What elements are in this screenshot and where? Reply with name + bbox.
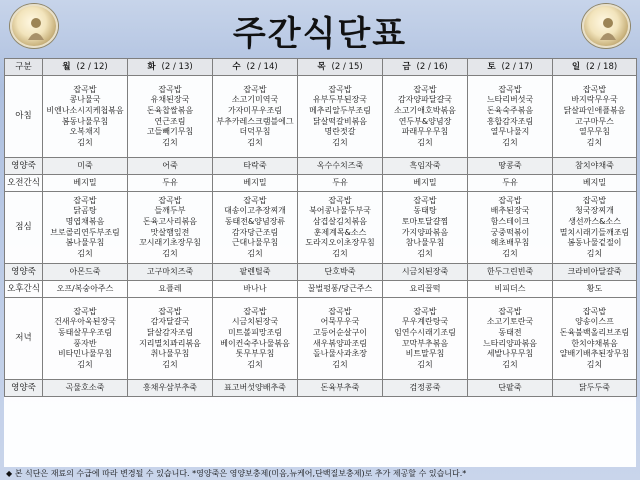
menu-item: 김치 (162, 137, 178, 147)
menu-item: 돈육숙주볶음 (486, 105, 534, 115)
menu-item: 잡곡밥 (413, 195, 437, 205)
dinner-porridge-cell: 표고버섯양배추죽 (213, 380, 298, 397)
header-label: 구분 (5, 59, 43, 76)
menu-item: 김치 (417, 248, 433, 258)
menu-item: 건새우아욱된장국 (54, 317, 116, 327)
lunch-porridge-cell: 단호박죽 (298, 264, 383, 281)
breakfast-cell (128, 76, 213, 158)
menu-item: 취나물무침 (150, 349, 190, 359)
menu-item: 잡곡밥 (158, 195, 182, 205)
menu-item: 고등어순살구이 (312, 327, 368, 337)
menu-item: 오복채지 (69, 127, 101, 137)
dinner-cell (383, 298, 468, 380)
morning-porridge-cell: 참치야채죽 (553, 158, 637, 175)
menu-item: 해초배무침 (490, 238, 530, 248)
menu-item: 비엔나소시지케첩볶음 (46, 105, 124, 115)
menu-item: 근대나물무침 (231, 238, 279, 248)
menu-item: 부추카레스크램블에그 (216, 116, 294, 126)
menu-item: 돈육고사리볶음 (142, 216, 198, 226)
menu-item: 브로콜리연두부조림 (50, 227, 120, 237)
morning-snack-label: 오전간식 (5, 175, 43, 192)
lunch-porridge-cell: 아몬드죽 (43, 264, 128, 281)
day-name: 화 (147, 61, 156, 72)
day-date: (2 / 16) (416, 61, 448, 72)
menu-item: 잡곡밥 (582, 195, 607, 205)
breakfast-cell (43, 76, 128, 158)
menu-item: 봄동나물무침 (61, 116, 109, 126)
day-date: (2 / 12) (76, 61, 108, 72)
menu-item: 메추리알두부조림 (309, 105, 371, 115)
day-header (553, 59, 637, 76)
day-name: 일 (571, 61, 581, 72)
menu-item: 김치 (77, 137, 93, 147)
menu-item: 연근조림 (154, 116, 186, 126)
menu-item: 흥합감자조림 (486, 116, 534, 126)
menu-item: 톳무부무침 (235, 349, 275, 359)
menu-item: 고들빼기무침 (146, 127, 194, 137)
menu-item: 김치 (332, 359, 348, 369)
dinner-porridge-label: 영양죽 (5, 380, 43, 397)
menu-item: 잡곡밥 (243, 84, 267, 94)
dinner-porridge-cell: 검정콩죽 (383, 380, 468, 397)
menu-item: 감자당근조림 (231, 227, 279, 237)
afternoon-snack-cell: 바나나 (213, 281, 298, 298)
lunch-cell (213, 192, 298, 264)
morning-snack-cell: 베지밀 (383, 175, 468, 192)
afternoon-snack-row (5, 281, 637, 298)
menu-item: 김치 (502, 137, 518, 147)
menu-item: 고구마무스 (575, 116, 614, 126)
menu-item: 돈육불백올리브조림 (559, 327, 630, 337)
menu-item: 배추된장국 (490, 206, 530, 216)
menu-item: 명란젓갈 (324, 127, 356, 137)
menu-item: 가지양파볶음 (401, 227, 449, 237)
menu-item: 잡곡밥 (73, 306, 97, 316)
menu-item: 도라지오이초장무침 (305, 238, 375, 248)
day-name: 토 (487, 61, 496, 72)
afternoon-snack-label: 오후간식 (5, 281, 43, 298)
menu-item: 명엽채볶음 (65, 216, 105, 226)
morning-snack-cell: 베지밀 (553, 175, 637, 192)
morning-porridge-cell: 옥수수치즈죽 (298, 158, 383, 175)
menu-item: 김치 (162, 359, 178, 369)
menu-item: 감자달걀국 (150, 317, 190, 327)
menu-item: 잡곡밥 (73, 84, 97, 94)
morning-snack-cell: 두유 (298, 175, 383, 192)
breakfast-cell (468, 76, 553, 158)
menu-item: 잡곡밥 (328, 195, 352, 205)
menu-item: 잡곡밥 (328, 306, 352, 316)
menu-item: 잡곡밥 (413, 306, 437, 316)
menu-item: 동태전&양념장류 (224, 216, 286, 226)
menu-item: 가자미무우조림 (227, 105, 283, 115)
morning-porridge-cell: 어죽 (128, 158, 213, 175)
morning-snack-cell: 베지밀 (43, 175, 128, 192)
menu-item: 잡곡밥 (498, 306, 522, 316)
menu-item: 느타리버섯국 (486, 95, 534, 105)
morning-snack-cell: 두유 (128, 175, 213, 192)
lunch-porridge-cell: 고구마치즈죽 (128, 264, 213, 281)
menu-item: 한치야채볶음 (571, 338, 618, 348)
weekly-menu-table (4, 58, 637, 397)
menu-item: 김치 (502, 359, 518, 369)
day-name: 수 (232, 61, 241, 72)
lunch-cell (553, 192, 637, 264)
lunch-porridge-row (5, 264, 637, 281)
menu-item: 지리멸치꽈리볶음 (139, 338, 201, 348)
menu-item: 동태탕 (413, 206, 437, 216)
breakfast-label: 아침 (5, 76, 43, 158)
menu-item: 연두부&양념장 (398, 116, 452, 126)
dinner-cell (468, 298, 553, 380)
menu-item: 김치 (586, 359, 603, 369)
menu-item: 닭살감자조림 (146, 327, 194, 337)
menu-item: 김치 (247, 359, 263, 369)
menu-item: 시금치된장국 (231, 317, 279, 327)
menu-item: 김치 (586, 248, 603, 258)
menu-item: 북어콩나물두부국 (309, 206, 371, 216)
dinner-porridge-cell: 곡물호소죽 (43, 380, 128, 397)
menu-item: 꼬시래기초장무침 (139, 238, 201, 248)
menu-item: 동태전 (498, 327, 522, 337)
menu-item: 어묵무우국 (320, 317, 360, 327)
lunch-porridge-cell: 크라비아달걀죽 (553, 264, 637, 281)
breakfast-row (5, 76, 637, 158)
morning-porridge-cell: 땅콩죽 (468, 158, 553, 175)
menu-item: 닭곰탕 (73, 206, 97, 216)
menu-item: 김치 (77, 359, 93, 369)
header (0, 0, 640, 58)
breakfast-cell (553, 76, 637, 158)
lunch-cell (43, 192, 128, 264)
menu-item: 닭살파인애플볶음 (563, 105, 626, 115)
menu-item: 베이컨숙주나물볶음 (220, 338, 290, 348)
menu-item: 미트볼피망조림 (227, 327, 283, 337)
dinner-cell (298, 298, 383, 380)
menu-item: 잡곡밥 (243, 306, 267, 316)
day-date: (2 / 15) (331, 61, 363, 72)
morning-snack-cell: 두유 (468, 175, 553, 192)
morning-porridge-label: 영양죽 (5, 158, 43, 175)
menu-item: 잡곡밥 (413, 84, 437, 94)
menu-item: 함스테이크 (490, 216, 530, 226)
menu-item: 소고기미역국 (231, 95, 279, 105)
dinner-cell (128, 298, 213, 380)
day-header (43, 59, 128, 76)
day-date: (2 / 18) (586, 61, 618, 72)
dinner-cell (43, 298, 128, 380)
menu-item: 잡곡밥 (498, 195, 522, 205)
menu-item: 생선까스&소스 (568, 216, 621, 226)
lunch-porridge-cell: 한두그린빈죽 (468, 264, 553, 281)
menu-item: 소고기토란국 (486, 317, 534, 327)
menu-item: 궁중떡볶이 (490, 227, 530, 237)
menu-item: 멸치시래기들깨조림 (559, 227, 630, 237)
menu-item: 잡곡밥 (243, 195, 267, 205)
menu-item: 열무나물지 (490, 127, 530, 137)
menu-item: 김치 (77, 248, 93, 258)
menu-item: 무우계란탕국 (401, 317, 449, 327)
afternoon-snack-cell: 꿀벌펑퐁/당근주스 (298, 281, 383, 298)
morning-snack-cell: 베지밀 (213, 175, 298, 192)
menu-item: 새우볶양파조림 (312, 338, 368, 348)
dinner-label: 저녁 (5, 298, 43, 380)
menu-item: 잡곡밥 (498, 84, 522, 94)
morning-porridge-row (5, 158, 637, 175)
menu-item: 김치 (332, 248, 348, 258)
morning-porridge-cell: 미죽 (43, 158, 128, 175)
day-date: (2 / 17) (501, 61, 533, 72)
menu-item: 들깨두부 (154, 206, 186, 216)
menu-item: 잡곡밥 (158, 84, 182, 94)
day-name: 월 (62, 61, 71, 72)
afternoon-snack-cell: 오프/복숭아주스 (43, 281, 128, 298)
menu-item: 파래무우무침 (401, 127, 449, 137)
menu-item: 닭살떡갈비볶음 (312, 116, 368, 126)
menu-item: 얄배기배추된장무침 (559, 349, 630, 359)
menu-item: 봄나물무침 (65, 238, 105, 248)
lunch-porridge-cell: 팥렌틸죽 (213, 264, 298, 281)
dinner-porridge-row (5, 380, 637, 397)
menu-item: 맛살햄잎전 (150, 227, 190, 237)
day-header (128, 59, 213, 76)
menu-item: 비타민나물무침 (57, 349, 113, 359)
day-header (468, 59, 553, 76)
dinner-porridge-cell: 닭두두죽 (553, 380, 637, 397)
morning-snack-row (5, 175, 637, 192)
menu-item: 동태살무우조림 (57, 327, 113, 337)
breakfast-cell (383, 76, 468, 158)
dinner-cell (553, 298, 637, 380)
menu-item: 김치 (247, 137, 263, 147)
lunch-cell (298, 192, 383, 264)
menu-item: 잡곡밥 (73, 195, 97, 205)
menu-item: 비트말무침 (405, 349, 445, 359)
menu-item: 삼겹살김치볶음 (312, 216, 368, 226)
menu-item: 토마토달걀찜 (401, 216, 449, 226)
menu-item: 유채된장국 (150, 95, 190, 105)
lunch-row (5, 192, 637, 264)
dinner-porridge-cell: 단팥죽 (468, 380, 553, 397)
day-header (383, 59, 468, 76)
footer-note: ◆ 본 식단은 재료의 수급에 따라 변경될 수 있습니다. *영양죽은 영양보충제(미음,뉴케어,단백질보충제)로 추가 제공할 수 있습니다.* (6, 469, 467, 478)
day-date: (2 / 14) (246, 61, 278, 72)
page-title: 주간식단표 (232, 14, 408, 54)
lunch-label: 점심 (5, 192, 43, 264)
menu-item: 김치 (502, 248, 518, 258)
emblem-right-icon (582, 4, 630, 48)
afternoon-snack-cell: 요리꿀떡 (383, 281, 468, 298)
menu-item: 양송이스프 (575, 317, 614, 327)
breakfast-cell (298, 76, 383, 158)
menu-item: 김치 (247, 248, 263, 258)
menu-item: 콩나물국 (69, 95, 101, 105)
menu-item: 꼬막부추볶음 (401, 338, 449, 348)
menu-item: 참나물무침 (405, 238, 445, 248)
dinner-porridge-cell: 흥채우삼부추죽 (128, 380, 213, 397)
menu-item: 김치 (332, 137, 348, 147)
menu-item: 김치 (417, 359, 433, 369)
menu-item: 돈육찹쌀볶음 (146, 105, 194, 115)
dinner-row (5, 298, 637, 380)
menu-item: 훈제계목&소스 (313, 227, 367, 237)
menu-item: 감자양파달걀국 (397, 95, 453, 105)
menu-item: 돌나물사과초장 (312, 349, 368, 359)
lunch-porridge-label: 영양죽 (5, 264, 43, 281)
lunch-porridge-cell: 시금치된장죽 (383, 264, 468, 281)
morning-porridge-cell: 흑임자죽 (383, 158, 468, 175)
breakfast-cell (213, 76, 298, 158)
menu-item: 김치 (417, 137, 433, 147)
day-header (298, 59, 383, 76)
menu-item: 김치 (162, 248, 178, 258)
menu-item: 임연수시래기조림 (394, 327, 456, 337)
day-name: 목 (317, 61, 326, 72)
dinner-porridge-cell: 돈육부추죽 (298, 380, 383, 397)
menu-item: 더덕무침 (239, 127, 271, 137)
morning-porridge-cell: 타락죽 (213, 158, 298, 175)
menu-item: 세발나무무침 (486, 349, 534, 359)
menu-item: 잡곡밥 (582, 84, 607, 94)
menu-item: 풍자반 (73, 338, 97, 348)
afternoon-snack-cell: 황도 (553, 281, 637, 298)
menu-item: 느타리양파볶음 (482, 338, 538, 348)
menu-item: 잡곡밥 (328, 84, 352, 94)
menu-item: 봄동나물겉절이 (567, 238, 622, 248)
menu-item: 열무무침 (579, 127, 610, 137)
day-name: 금 (402, 61, 411, 72)
afternoon-snack-cell: 비피더스 (468, 281, 553, 298)
menu-item: 유부두부된장국 (312, 95, 368, 105)
menu-item: 청국장찌개 (575, 206, 614, 216)
menu-item: 바지락무우국 (571, 95, 618, 105)
lunch-cell (128, 192, 213, 264)
menu-item: 대송이고추장찌개 (224, 206, 286, 216)
menu-board (4, 58, 636, 467)
lunch-cell (383, 192, 468, 264)
day-header (213, 59, 298, 76)
menu-item: 잡곡밥 (158, 306, 182, 316)
menu-item: 잡곡밥 (582, 306, 607, 316)
header-row (5, 59, 637, 76)
afternoon-snack-cell: 요플레 (128, 281, 213, 298)
menu-item: 김치 (586, 137, 603, 147)
day-date: (2 / 13) (161, 61, 193, 72)
dinner-cell (213, 298, 298, 380)
menu-item: 소고기애호박볶음 (394, 105, 456, 115)
lunch-cell (468, 192, 553, 264)
